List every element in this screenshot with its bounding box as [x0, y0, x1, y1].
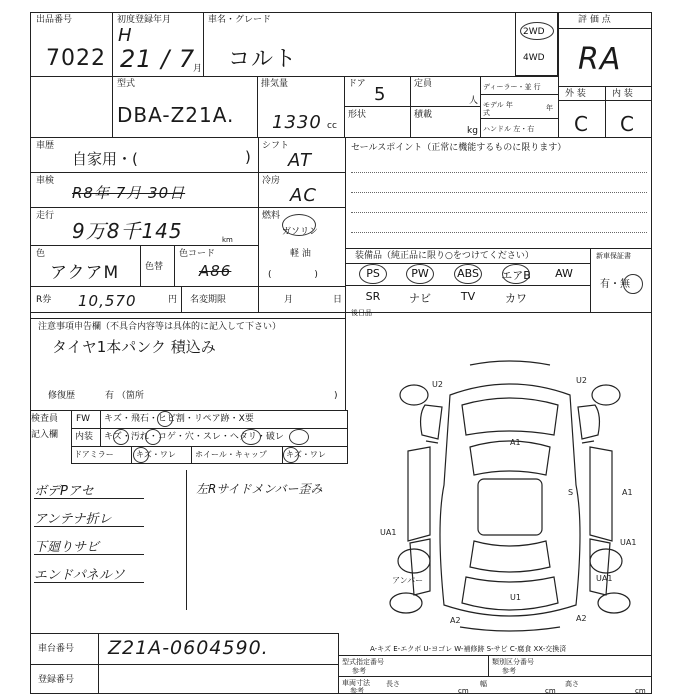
remark-underline	[34, 498, 144, 499]
height-label: 高さ	[565, 680, 579, 688]
inspector-label-2: 記入欄	[31, 430, 59, 440]
divider	[344, 106, 480, 107]
capacity-unit: 人	[469, 96, 479, 106]
diagram-mark: A2	[450, 616, 461, 625]
remark-left-item: エンドパネルソ	[34, 568, 125, 583]
load-label: 積載	[414, 110, 433, 120]
divider	[181, 286, 182, 312]
recycle-value: 10,570	[78, 292, 137, 310]
divider	[174, 245, 175, 286]
divider	[30, 286, 345, 287]
equip-item: エアB	[501, 269, 531, 282]
equip-circle	[454, 264, 482, 284]
divider	[30, 664, 338, 665]
exterior-label: 外 装	[565, 89, 586, 99]
model-label: 型式	[117, 79, 136, 89]
wheel-label: ホイール・キャップ	[195, 450, 267, 459]
chassis-value: Z21A-0604590.	[108, 637, 269, 659]
equip-item: カワ	[505, 292, 527, 305]
size-label: 車両寸法	[342, 679, 370, 687]
diagram-mark: アンパー	[392, 576, 424, 585]
size-sub: 参考	[350, 687, 364, 695]
diagram-mark: UA1	[620, 538, 637, 547]
chassis-label: 車台番号	[38, 644, 75, 654]
divider	[257, 76, 258, 137]
repair-close: )	[334, 391, 338, 401]
fuel-label: 燃料	[262, 211, 281, 221]
usage-label: 車歴	[36, 141, 55, 151]
month-unit: 月	[284, 295, 294, 305]
divider	[30, 172, 345, 173]
model-value: DBA-Z21A.	[117, 103, 235, 127]
lot-value: 7022	[46, 46, 106, 71]
class-label: 類別区分番号	[492, 658, 534, 666]
divider	[480, 118, 558, 119]
capacity-label: 定員	[414, 79, 433, 89]
doors-value: 5	[374, 84, 387, 105]
name-value: コルト	[228, 47, 298, 72]
disp-label: 排気量	[261, 79, 289, 89]
type-cert-sub: 参考	[352, 667, 366, 675]
mileage-value: 9万8千145	[72, 219, 183, 243]
equip-item: ナビ	[409, 292, 431, 305]
inspector-label-1: 検査員	[31, 414, 59, 424]
day-unit: 日	[333, 295, 343, 305]
divider	[345, 137, 346, 410]
mark-circle	[283, 447, 299, 463]
load-unit: kg	[467, 126, 478, 136]
sales-line	[351, 192, 647, 193]
fw-label: FW	[76, 414, 91, 424]
fw-text: キズ・飛石・ヒビ割・リペア跡・X要	[104, 414, 254, 424]
warranty-value: 有・無	[600, 279, 630, 290]
lot-label: 出品番号	[36, 15, 73, 25]
interior-label: 内 装	[612, 89, 633, 99]
diagram-mark: A2	[576, 614, 587, 623]
divider	[480, 76, 481, 137]
mirror-text: キズ・ワレ	[136, 450, 176, 459]
divider	[140, 245, 141, 286]
ac-label: 冷房	[262, 176, 281, 186]
score-label: 評 価 点	[578, 15, 611, 25]
int-text: キズ・汚れ・コゲ・穴・スレ・ヘタリ・破レ	[104, 432, 284, 442]
warranty-circle	[623, 274, 643, 294]
divider	[345, 248, 652, 249]
fuel-light: 軽 油	[290, 249, 311, 259]
diagram-legend: A-キズ E-エクボ U-ヨゴレ W-補修跡 S-サビ C-腐食 XX-交換済	[370, 645, 567, 653]
int-label: 内装	[75, 432, 94, 442]
mark-circle	[157, 411, 173, 427]
diagram-mark: U2	[432, 380, 443, 389]
divider	[488, 655, 489, 676]
usage-value: 自家用・(	[72, 150, 138, 168]
mark-circle	[133, 447, 149, 463]
model-year-label: モデル 年式	[483, 101, 513, 117]
mark-circle	[289, 429, 309, 445]
interior-value: C	[620, 112, 635, 136]
divider	[71, 428, 348, 429]
divider	[100, 410, 101, 446]
color-label: 色	[36, 249, 46, 259]
remark-left-item: 下廻りサビ	[34, 540, 100, 555]
diagram-mark: A1	[510, 438, 521, 447]
divider	[131, 446, 132, 464]
divider	[30, 245, 258, 246]
remark-underline	[34, 526, 144, 527]
first-reg-label: 初度登録年月	[117, 15, 172, 25]
dealer-label: ディーラー・並 行	[483, 83, 541, 91]
shift-label: シフト	[262, 141, 290, 151]
cm-unit: cm	[458, 687, 469, 695]
name-change-label: 名変期限	[190, 295, 227, 305]
disp-unit: cc	[327, 121, 337, 131]
color-code-value: A86	[199, 262, 232, 280]
after-label: 後日品	[351, 309, 372, 317]
divider	[186, 470, 187, 610]
color-code-label: 色コード	[179, 249, 216, 259]
sales-title: セールスポイント（正常に機能するものに限ります）	[351, 143, 567, 153]
diagram-mark: UA1	[380, 528, 397, 537]
repair-value: 有 （箇所	[105, 391, 144, 401]
usage-close: )	[245, 148, 252, 166]
diagram-mark: A1	[622, 488, 633, 497]
sales-line	[351, 212, 647, 213]
first-reg-era: H	[118, 25, 133, 46]
divider	[558, 12, 559, 137]
length-label: 長さ	[386, 680, 400, 688]
divider	[30, 312, 652, 313]
recycle-unit: 円	[168, 295, 178, 305]
diagram-mark: S	[568, 488, 574, 497]
divider	[98, 633, 99, 694]
mileage-label: 走行	[36, 211, 55, 221]
divider	[30, 207, 345, 208]
divider	[338, 676, 652, 677]
mark-circle	[241, 429, 261, 445]
remark-underline	[34, 582, 144, 583]
fuel-gas: ガソリン	[282, 227, 319, 237]
sales-line	[351, 232, 647, 233]
disp-value: 1330	[272, 112, 322, 133]
inspection-value: R8年 7月 30日	[72, 184, 186, 202]
mirror-label: ドアミラー	[74, 450, 114, 459]
divider	[345, 285, 590, 286]
mark-circle	[145, 429, 161, 445]
fuel-paren: ( )	[268, 270, 318, 280]
notes-title: 注意事項申告欄（不具合内容等は具体的に記入して下さい）	[38, 322, 282, 332]
divider	[558, 28, 652, 29]
divider	[203, 12, 204, 76]
divider	[30, 76, 558, 77]
divider	[480, 94, 558, 95]
divider	[590, 248, 591, 312]
warranty-label: 新車保証書	[596, 252, 631, 260]
cm-unit: cm	[635, 687, 646, 695]
diagram-mark: U2	[576, 376, 587, 385]
divider	[30, 318, 345, 319]
recycle-label: R券	[36, 295, 52, 305]
diagram-mark: U1	[510, 593, 521, 602]
reg-label: 登録番号	[38, 675, 75, 685]
divider	[112, 12, 113, 137]
equip-item: AW	[555, 267, 573, 280]
name-label: 車名・グレード	[208, 15, 272, 25]
color-change-label: 色替	[145, 262, 164, 272]
inspection-label: 車検	[36, 176, 55, 186]
color-value: アクアM	[50, 263, 120, 283]
remark-left-item: アンテナ折レ	[34, 512, 112, 527]
notes-content: タイヤ1本パンク 積込み	[52, 338, 216, 356]
drive-2wd: 2WD	[523, 27, 545, 37]
divider	[338, 655, 652, 656]
doors-label: ドア	[348, 79, 366, 89]
shift-value: AT	[288, 150, 312, 171]
remark-right-item: 左Rサイドメンバー歪み	[196, 482, 323, 496]
year-unit: 年	[546, 104, 553, 112]
mark-circle	[113, 429, 129, 445]
score-value: RA	[578, 42, 622, 77]
exterior-value: C	[574, 112, 589, 136]
shape-label: 形状	[348, 110, 367, 120]
repair-label: 修復歴	[48, 391, 76, 401]
drive-4wd: 4WD	[523, 53, 545, 63]
wheel-text: キズ・ワレ	[286, 450, 326, 459]
first-reg-month-mark: 月	[193, 64, 203, 74]
divider	[30, 633, 338, 634]
divider	[558, 100, 652, 101]
first-reg-value: 21 / 7	[120, 45, 196, 73]
equip-item: PS	[366, 267, 380, 280]
type-cert-label: 型式指定番号	[342, 658, 384, 666]
mileage-unit: km	[222, 236, 233, 244]
equip-item: SR	[365, 290, 381, 303]
ac-value: AC	[290, 185, 317, 206]
equip-circle	[406, 264, 434, 284]
handle-label: ハンドル 左・右	[483, 125, 535, 133]
equip-circle	[502, 264, 530, 284]
equip-item: TV	[460, 290, 476, 303]
divider	[71, 446, 348, 447]
diagram-mark: UA1	[596, 574, 613, 583]
car-diagram	[370, 355, 650, 635]
width-label: 幅	[480, 680, 487, 688]
equip-item: ABS	[457, 267, 479, 280]
class-sub: 参考	[502, 667, 516, 675]
divider	[605, 86, 606, 137]
divider	[191, 446, 192, 464]
equip-title: 装備品（純正品に限り○をつけてください）	[355, 251, 534, 261]
equip-item: PW	[411, 267, 429, 280]
divider	[30, 137, 652, 138]
sales-line	[351, 172, 647, 173]
equip-circle	[359, 264, 387, 284]
remark-underline	[34, 554, 144, 555]
divider	[338, 633, 339, 694]
cm-unit: cm	[545, 687, 556, 695]
remark-left-item: ボデPアセ	[34, 484, 94, 499]
